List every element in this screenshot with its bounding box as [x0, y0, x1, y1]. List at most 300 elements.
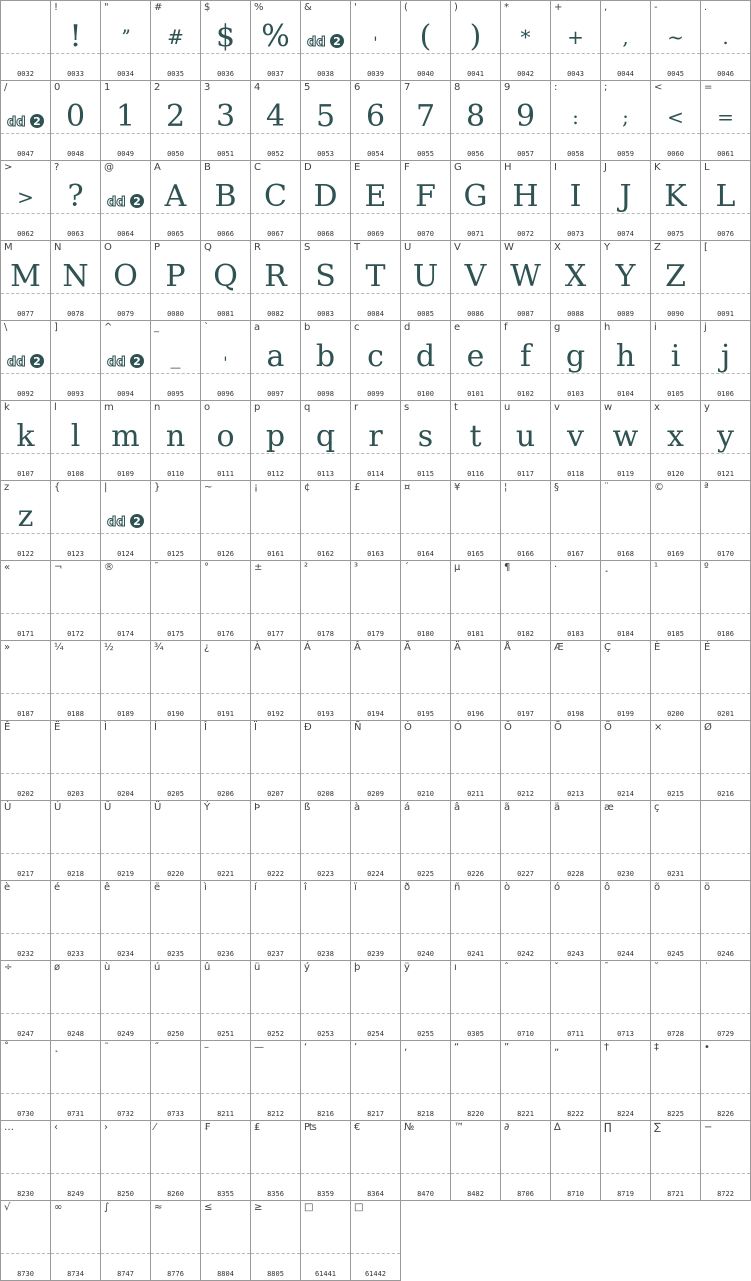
source-character-label: ½	[104, 642, 114, 653]
glyph-cell	[301, 321, 351, 401]
source-character-label: ü	[254, 962, 261, 973]
glyph-cell	[651, 401, 701, 481]
glyph-cell	[551, 881, 601, 961]
glyph-cell	[51, 881, 101, 961]
glyph-cell	[601, 1041, 651, 1121]
character-code-label: 0209	[367, 790, 384, 798]
source-character-label: ¹	[654, 562, 659, 573]
character-code-label: 0087	[517, 310, 534, 318]
glyph-cell	[51, 481, 101, 561]
source-character-label: a	[254, 322, 261, 333]
character-code-label: 0090	[667, 310, 684, 318]
character-code-label: 0248	[67, 1030, 84, 1038]
glyph-cell	[651, 481, 701, 561]
baseline-guide	[1, 613, 50, 614]
character-code-label: 0096	[217, 390, 234, 398]
glyph-cell	[351, 641, 401, 721]
source-character-label: *	[504, 2, 509, 13]
character-code-label: 0188	[67, 710, 84, 718]
baseline-guide	[451, 773, 500, 774]
glyph-sample: p	[265, 419, 286, 454]
glyph-cell	[701, 81, 751, 161]
glyph-cell	[351, 401, 401, 481]
character-code-label: 8224	[617, 1110, 634, 1118]
glyph-cell	[101, 561, 151, 641]
source-character-label: Õ	[554, 722, 562, 733]
glyph-cell	[551, 801, 601, 881]
source-character-label: E	[354, 162, 361, 173]
baseline-guide	[151, 853, 200, 854]
glyph-cell	[1, 1041, 51, 1121]
glyph-cell	[551, 241, 601, 321]
glyph-cell	[251, 881, 301, 961]
character-code-label: 0110	[167, 470, 184, 478]
glyph-sample: K	[664, 179, 687, 214]
baseline-guide	[51, 613, 100, 614]
glyph-cell	[351, 561, 401, 641]
source-character-label: U	[404, 242, 412, 253]
glyph-cell	[451, 721, 501, 801]
glyph-sample: r	[368, 419, 383, 454]
glyph-cell	[501, 641, 551, 721]
baseline-guide	[451, 693, 500, 694]
baseline-guide	[251, 773, 300, 774]
glyph-cell	[601, 321, 651, 401]
baseline-guide	[1, 853, 50, 854]
source-character-label: u	[504, 402, 511, 413]
character-code-label: 0247	[17, 1030, 34, 1038]
glyph-cell	[201, 241, 251, 321]
source-character-label: ı	[454, 962, 457, 973]
source-character-label: h	[604, 322, 611, 333]
baseline-guide	[601, 1173, 650, 1174]
baseline-guide	[301, 1253, 350, 1254]
glyph-cell	[301, 401, 351, 481]
glyph-cell	[51, 961, 101, 1041]
baseline-guide	[501, 613, 550, 614]
baseline-guide	[451, 853, 500, 854]
character-code-label: 0124	[117, 550, 134, 558]
source-character-label: \	[4, 322, 8, 333]
source-character-label: 2	[154, 82, 161, 93]
baseline-guide	[151, 533, 200, 534]
glyph-cell	[401, 721, 451, 801]
glyph-sample: R	[264, 259, 287, 294]
character-code-label: 0711	[567, 1030, 584, 1038]
character-code-label: 0098	[317, 390, 334, 398]
character-code-label: 0118	[567, 470, 584, 478]
glyph-cell	[401, 401, 451, 481]
glyph-cell	[101, 881, 151, 961]
baseline-guide	[1, 693, 50, 694]
source-character-label: ©	[654, 482, 664, 493]
baseline-guide	[351, 773, 400, 774]
glyph-cell	[351, 881, 401, 961]
character-code-label: 0055	[417, 150, 434, 158]
source-character-label: ®	[104, 562, 114, 573]
glyph-cell	[451, 881, 501, 961]
glyph-sample: B	[214, 179, 237, 214]
baseline-guide	[351, 693, 400, 694]
character-code-label: 0250	[167, 1030, 184, 1038]
glyph-sample: 1	[115, 99, 136, 134]
glyph-cell	[701, 241, 751, 321]
glyph-cell	[701, 561, 751, 641]
glyph-cell	[251, 961, 301, 1041]
character-code-label: 0062	[17, 230, 34, 238]
character-code-label: 0255	[417, 1030, 434, 1038]
glyph-cell	[501, 561, 551, 641]
glyph-cell	[651, 881, 701, 961]
source-character-label: ‘	[304, 1042, 308, 1053]
glyph-cell	[101, 401, 151, 481]
glyph-cell	[701, 721, 751, 801]
character-code-label: 0113	[317, 470, 334, 478]
baseline-guide	[351, 1013, 400, 1014]
glyph-cell	[351, 321, 401, 401]
source-character-label: ,	[604, 2, 608, 13]
glyph-cell	[551, 161, 601, 241]
glyph-cell	[301, 1041, 351, 1121]
baseline-guide	[601, 773, 650, 774]
glyph-sample: L	[715, 179, 736, 214]
source-character-label: ö	[704, 882, 711, 893]
character-code-label: 0246	[717, 950, 734, 958]
character-code-label: 0042	[517, 70, 534, 78]
source-character-label: …	[4, 1122, 14, 1133]
glyph-cell	[201, 561, 251, 641]
glyph-cell	[401, 481, 451, 561]
glyph-cell	[701, 641, 751, 721]
glyph-cell	[151, 1201, 201, 1281]
source-character-label: ∂	[504, 1122, 510, 1133]
baseline-guide	[251, 853, 300, 854]
glyph-sample: 5	[315, 99, 336, 134]
character-code-label: 0066	[217, 230, 234, 238]
glyph-cell	[151, 241, 201, 321]
character-code-label: 0034	[117, 70, 134, 78]
glyph-sample: A	[164, 179, 187, 214]
source-character-label: Ý	[204, 802, 211, 813]
glyph-sample: c	[367, 339, 384, 374]
character-code-label: 8355	[217, 1190, 234, 1198]
source-character-label: v	[554, 402, 560, 413]
glyph-cell	[1, 881, 51, 961]
source-character-label: ¾	[154, 642, 164, 653]
character-code-label: 0211	[467, 790, 484, 798]
glyph-cell	[501, 241, 551, 321]
character-code-label: 0076	[717, 230, 734, 238]
character-code-label: 0117	[517, 470, 534, 478]
baseline-guide	[151, 933, 200, 934]
character-code-label: 0194	[367, 710, 384, 718]
glyph-cell	[701, 801, 751, 881]
glyph-cell	[251, 1, 301, 81]
font-logo-icon	[106, 513, 146, 529]
source-character-label: ¬	[54, 562, 63, 573]
character-code-label: 0081	[217, 310, 234, 318]
source-character-label: ¦	[504, 482, 508, 493]
baseline-guide	[351, 613, 400, 614]
character-code-label: 8226	[717, 1110, 734, 1118]
source-character-label: 5	[304, 82, 311, 93]
source-character-label: ₤	[254, 1122, 261, 1133]
source-character-label: 9	[504, 82, 511, 93]
character-code-label: 0091	[717, 310, 734, 318]
source-character-label: ò	[504, 882, 511, 893]
glyph-cell	[501, 1, 551, 81]
baseline-guide	[701, 293, 750, 294]
logo-text: dd	[107, 515, 126, 529]
glyph-sample: G	[463, 179, 488, 214]
glyph-cell	[101, 241, 151, 321]
character-code-label: 0071	[467, 230, 484, 238]
glyph-sample: W	[510, 259, 541, 294]
character-code-label: 0713	[617, 1030, 634, 1038]
character-code-label: 0033	[67, 70, 84, 78]
baseline-guide	[51, 373, 100, 374]
source-character-label: Q	[204, 242, 212, 253]
logo-badge-text: 2	[33, 355, 41, 368]
character-code-label: 0063	[67, 230, 84, 238]
glyph-cell	[651, 161, 701, 241]
character-code-label: 0074	[617, 230, 634, 238]
glyph-sample: i	[670, 339, 681, 374]
source-character-label: m	[104, 402, 114, 413]
character-code-label: 0731	[67, 1110, 84, 1118]
baseline-guide	[251, 1253, 300, 1254]
baseline-guide	[451, 933, 500, 934]
source-character-label: x	[654, 402, 660, 413]
glyph-cell	[601, 801, 651, 881]
source-character-label: Â	[354, 642, 361, 653]
glyph-sample: 7	[415, 99, 436, 134]
glyph-cell	[701, 961, 751, 1041]
source-character-label: à	[354, 802, 361, 813]
character-code-label: 0052	[267, 150, 284, 158]
source-character-label: '	[354, 2, 357, 13]
character-code-label: 0050	[167, 150, 184, 158]
source-character-label: M	[4, 242, 13, 253]
character-code-label: 0068	[317, 230, 334, 238]
source-character-label: p	[254, 402, 261, 413]
character-code-label: 8721	[667, 1190, 684, 1198]
character-code-label: 0161	[267, 550, 284, 558]
glyph-cell	[451, 801, 501, 881]
source-character-label: H	[504, 162, 512, 173]
character-code-label: 0219	[117, 870, 134, 878]
source-character-label: T	[354, 242, 361, 253]
logo-badge-text: 2	[133, 355, 141, 368]
baseline-guide	[301, 693, 350, 694]
character-code-label: 0183	[567, 630, 584, 638]
baseline-guide	[301, 1093, 350, 1094]
source-character-label: æ	[604, 802, 614, 813]
character-code-label: 0190	[167, 710, 184, 718]
baseline-guide	[251, 693, 300, 694]
glyph-sample: D	[313, 179, 338, 214]
glyph-cell	[601, 161, 651, 241]
baseline-guide	[151, 773, 200, 774]
source-character-label: c	[354, 322, 360, 333]
logo-text: dd	[107, 355, 126, 369]
glyph-cell	[451, 961, 501, 1041]
character-code-label: 0239	[367, 950, 384, 958]
baseline-guide	[651, 1093, 700, 1094]
glyph-cell	[301, 81, 351, 161]
glyph-cell	[251, 1201, 301, 1281]
character-code-label: 0094	[117, 390, 134, 398]
character-code-label: 0106	[717, 390, 734, 398]
character-code-label: 0164	[417, 550, 434, 558]
character-code-label: 0163	[367, 550, 384, 558]
glyph-cell	[401, 81, 451, 161]
source-character-label: w	[604, 402, 613, 413]
source-character-label: j	[704, 322, 707, 333]
baseline-guide	[451, 1013, 500, 1014]
character-code-label: 0051	[217, 150, 234, 158]
glyph-cell	[401, 1041, 451, 1121]
character-code-label: 0195	[417, 710, 434, 718]
source-character-label: 6	[354, 82, 361, 93]
baseline-guide	[501, 933, 550, 934]
glyph-cell	[251, 721, 301, 801]
glyph-cell	[451, 401, 501, 481]
character-code-label: 0729	[717, 1030, 734, 1038]
baseline-guide	[251, 1013, 300, 1014]
character-code-label: 0179	[367, 630, 384, 638]
glyph-sample: '	[223, 353, 228, 372]
glyph-sample: =	[717, 105, 734, 129]
glyph-cell	[651, 1041, 701, 1121]
baseline-guide	[151, 1093, 200, 1094]
baseline-guide	[601, 933, 650, 934]
character-code-label: 8364	[367, 1190, 384, 1198]
glyph-cell	[101, 1, 151, 81]
source-character-label: ≈	[154, 1202, 163, 1213]
baseline-guide	[201, 1173, 250, 1174]
character-code-label: 0054	[367, 150, 384, 158]
baseline-guide	[601, 853, 650, 854]
glyph-sample: s	[417, 419, 434, 454]
glyph-cell	[101, 1201, 151, 1281]
glyph-cell	[701, 881, 751, 961]
character-code-label: 61442	[364, 1270, 387, 1278]
character-code-label: 0095	[167, 390, 184, 398]
source-character-label: ∆	[554, 1122, 561, 1133]
character-code-label: 0088	[567, 310, 584, 318]
character-code-label: 8212	[267, 1110, 284, 1118]
baseline-guide	[51, 773, 100, 774]
character-code-label: 0100	[417, 390, 434, 398]
logo-text: dd	[307, 35, 326, 49]
character-code-label: 0181	[467, 630, 484, 638]
glyph-cell	[701, 321, 751, 401]
glyph-cell	[151, 1121, 201, 1201]
character-code-label: 0204	[117, 790, 134, 798]
baseline-guide	[51, 693, 100, 694]
character-code-label: 0733	[167, 1110, 184, 1118]
glyph-cell	[401, 881, 451, 961]
character-code-label: 0230	[617, 870, 634, 878]
source-character-label: ∫	[104, 1202, 110, 1213]
source-character-label: #	[154, 2, 163, 13]
character-code-label: 8222	[567, 1110, 584, 1118]
character-code-label: 0730	[17, 1110, 34, 1118]
baseline-guide	[251, 613, 300, 614]
baseline-guide	[201, 613, 250, 614]
character-code-label: 0217	[17, 870, 34, 878]
source-character-label: ô	[604, 882, 611, 893]
source-character-label: ~	[204, 482, 213, 493]
source-character-label: S	[304, 242, 311, 253]
glyph-sample: e	[466, 339, 485, 374]
baseline-guide	[401, 693, 450, 694]
source-character-label: "	[104, 2, 109, 13]
glyph-cell	[101, 81, 151, 161]
glyph-cell	[101, 1041, 151, 1121]
logo-badge-text: 2	[33, 115, 41, 128]
source-character-label: Ç	[604, 642, 611, 653]
glyph-cell	[101, 801, 151, 881]
source-character-label: Ã	[404, 642, 411, 653]
character-code-label: 0177	[267, 630, 284, 638]
character-code-label: 0206	[217, 790, 234, 798]
source-character-label: ç	[654, 802, 660, 813]
baseline-guide	[151, 693, 200, 694]
source-character-label: ß	[304, 802, 311, 813]
character-code-label: 8805	[267, 1270, 284, 1278]
character-code-label: 0093	[67, 390, 84, 398]
glyph-cell	[1, 161, 51, 241]
glyph-sample: m	[111, 419, 140, 454]
source-character-label: Ó	[454, 722, 462, 733]
glyph-sample: ?	[67, 179, 84, 214]
glyph-sample: +	[567, 25, 584, 49]
source-character-label: ₣	[204, 1122, 211, 1133]
glyph-sample: o	[216, 419, 235, 454]
character-code-label: 8260	[167, 1190, 184, 1198]
character-code-label: 0175	[167, 630, 184, 638]
glyph-sample: z	[17, 499, 34, 534]
glyph-cell	[201, 801, 251, 881]
glyph-cell	[401, 1121, 451, 1201]
source-character-label: ï	[354, 882, 357, 893]
glyph-cell	[301, 721, 351, 801]
baseline-guide	[201, 1093, 250, 1094]
source-character-label: {	[54, 482, 61, 493]
glyph-cell	[251, 161, 301, 241]
glyph-cell	[301, 881, 351, 961]
source-character-label: Ê	[4, 722, 11, 733]
glyph-cell	[451, 1, 501, 81]
source-character-label: O	[104, 242, 112, 253]
glyph-cell	[251, 321, 301, 401]
glyph-cell	[101, 641, 151, 721]
source-character-label: Ù	[4, 802, 12, 813]
source-character-label: ë	[154, 882, 161, 893]
glyph-cell	[1, 1201, 51, 1281]
source-character-label: §	[554, 482, 559, 493]
baseline-guide	[651, 1173, 700, 1174]
source-character-label: )	[454, 2, 458, 13]
glyph-cell	[51, 1041, 101, 1121]
source-character-label: −	[704, 1122, 713, 1133]
glyph-cell	[301, 961, 351, 1041]
character-code-label: 0107	[17, 470, 34, 478]
glyph-cell	[501, 801, 551, 881]
source-character-label: Ö	[604, 722, 612, 733]
